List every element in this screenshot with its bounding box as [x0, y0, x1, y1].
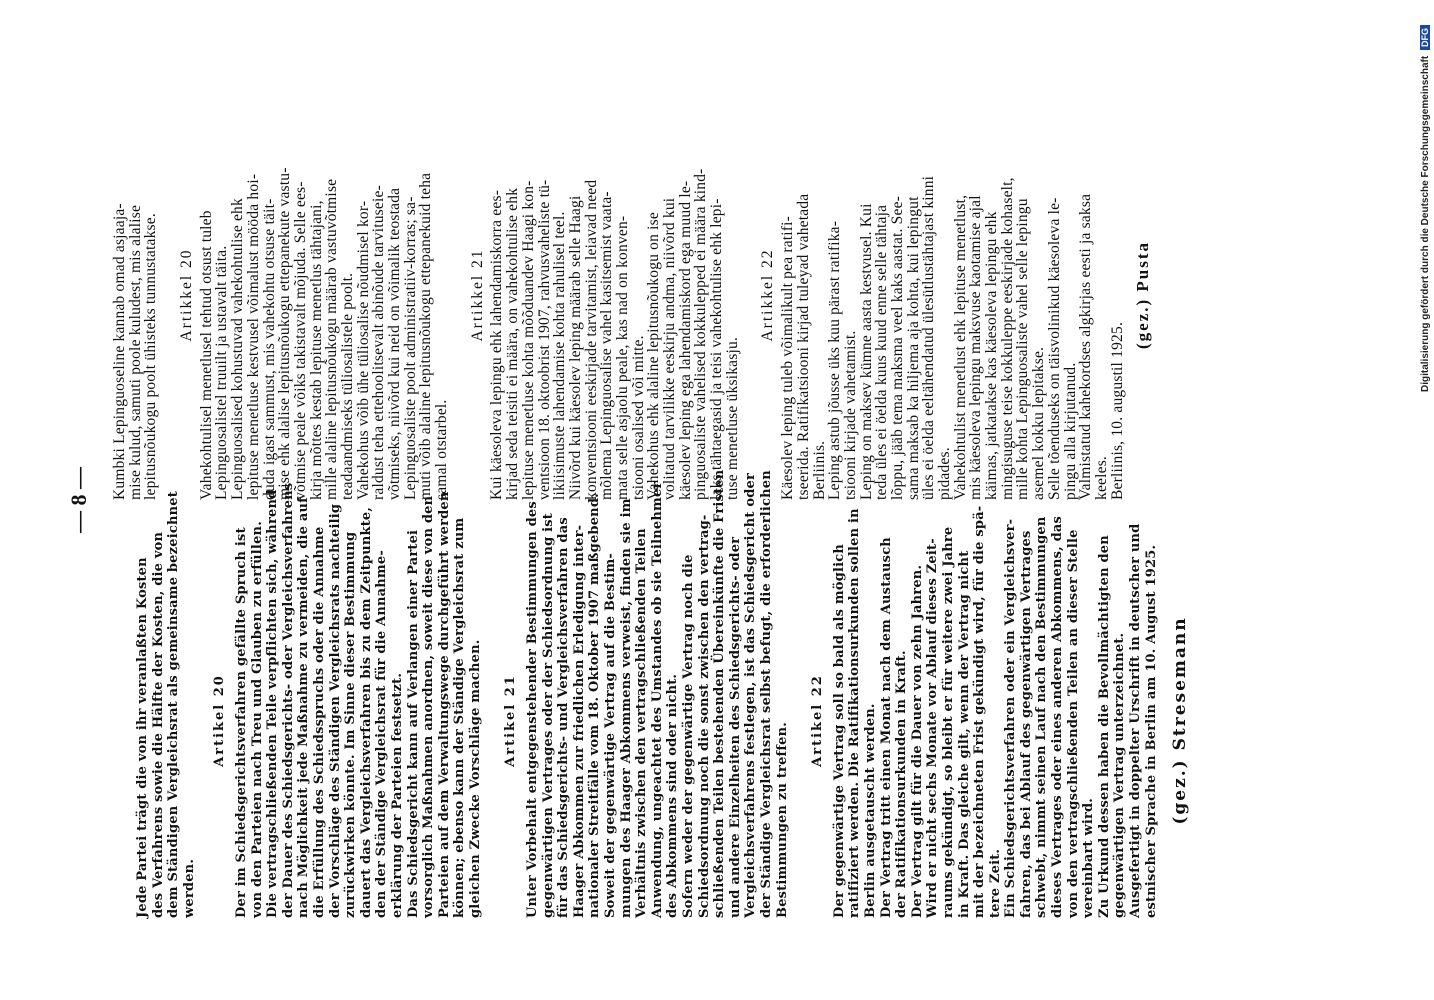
text-line: Anwendung, ungeachtet des Umstandes ob sie Teilnehmer — [649, 481, 665, 918]
estonian-signature: (gez.) Pusta — [1133, 240, 1153, 350]
text-line: teda üles ei öelda kuus kuud enne selle tähtaja — [873, 204, 891, 500]
text-line: Der Vertrag tritt einen Monat nach dem Austausch — [878, 537, 894, 918]
german-article-22-text — [831, 505, 1159, 918]
text-line: den der Ständige Vergleichsrat für die Annahme- — [374, 550, 390, 918]
text-line: Kui käesoleva lepingu ehk lahendamiskorra ees- — [488, 189, 506, 500]
text-line: Wird er nicht sechs Monate vor Ablauf dieses Zeit- — [925, 538, 941, 918]
german-article-21-heading: Artikel 21 — [503, 674, 519, 767]
text-line: pinguosaliste vahelised kokkulepped ei määra kind- — [692, 168, 710, 500]
text-line: nationaler Streitfälle vom 18. Oktober 1907 maßgebend. — [587, 493, 603, 918]
text-line: võtmiseks, niivõrd kui neid on võimalik teostada — [386, 187, 404, 500]
text-line: Lepinguosaliste poolt administratiiv-korras; sa- — [401, 196, 419, 500]
text-line: raums gekündigt, so bleibt er für weitere zwei Jahre — [940, 526, 956, 918]
text-line: die Erfüllung des Schiedsspruchs oder die Annahme — [311, 526, 327, 918]
text-line: fahren, das bei Ablauf des gegenwärtigen Vertrages — [1018, 530, 1034, 918]
text-line: pidades. — [936, 447, 954, 500]
german-cost-paragraph — [135, 491, 197, 918]
digitization-note — [1420, 6, 1431, 392]
text-line: Lepinguosalised kohustuvad vahekohtulise ehk — [229, 198, 247, 500]
text-line: duda igast sammust, mis vahekohtu otsuse täit- — [260, 198, 278, 500]
text-line: dem Ständigen Vergleichsrat als gemeinsame bezeichnet — [166, 491, 182, 918]
text-line: kirja mõttes kestab lepituse menetlus tähtajani, — [307, 200, 325, 500]
text-line: Unter Vorbehalt entgegenstehender Bestimmungen des — [525, 501, 541, 918]
text-line: mata selle asjaolu peale, kas nad on konven- — [613, 215, 631, 500]
text-line: in Kraft. Das gleiche gilt, wenn der Vertrag nicht — [956, 550, 972, 918]
text-line: tsiooni osalised või mitte. — [629, 335, 647, 500]
estonian-article-21-text — [489, 90, 740, 500]
text-line: mise kulud, samuti poole kuludest, mis alalise — [126, 204, 144, 500]
text-line: Sofern weder der gegenwärtige Vertrag noch die — [681, 554, 696, 918]
text-line: Lepinguosalistel truuilt ja ustavalt täita. — [213, 245, 231, 500]
text-line: Vahekohtulist menetlust ehk lepituse menetlust, — [951, 194, 969, 500]
text-line: Der im Schiedsgerichtsverfahren gefällte Spruch ist — [233, 527, 249, 918]
text-line: Vergleichsverfahrens festlegen, ist das Schiedsgericht oder — [743, 472, 759, 918]
text-line: Vahekohus ehk alaline lepitusnõukogu on ise — [645, 212, 663, 500]
text-line: Leping astub jõusse üks kuu pärast ratifika- — [826, 220, 844, 500]
text-line: tuse menetluse üksikasju. — [723, 337, 741, 500]
text-line: Valmistatud kahekordses algkirjas eesti ja saksa — [1077, 193, 1095, 500]
text-line: gegenwärtigen Vertrages oder der Schiedsordnung ist — [540, 513, 556, 918]
text-line: nach Möglichkeit jede Maßnahme zu vermeiden, die auf — [296, 497, 312, 918]
text-line: dauert das Vergleichsverfahren bis zu dem Zeitpunkte, — [358, 506, 374, 918]
text-line: gegenwärtigen Vertrag unterzeichnet. — [1112, 632, 1128, 918]
text-line: und andere Einzelheiten des Schiedsgerichts- oder — [727, 536, 743, 918]
text-line: Parteien auf dem Verwaltungswege durchgeführt werden — [436, 491, 452, 918]
estonian-column — [112, 90, 1151, 500]
text-line: volitatud tarvilikke eeskirju andma, niivõrd kui — [661, 197, 679, 500]
text-line: tere Zeit. — [987, 848, 1003, 918]
text-line: Käesolev leping tuleb võimalikult pea ratifi- — [779, 215, 797, 500]
estonian-article-22-text — [780, 90, 1125, 500]
text-line: des Abkommens sind oder nicht. — [665, 673, 681, 918]
text-line: des Verfahrens sowie die Hälfte der Kosten, die von — [150, 531, 166, 918]
text-line: lepituse menetluse kestvusel võimalust mööda hoi- — [244, 173, 262, 500]
text-line: ratifiziert werden. Die Ratifikationsurkunden sollen in — [847, 508, 863, 918]
text-line: Vahekohus võib ühe tüliosalise nõudmisel kor- — [354, 200, 372, 500]
estonian-article-20-heading: Artikkel 20 — [178, 248, 196, 342]
text-line: schließenden Teilen bestehenden Übereinkünfte die Fristen — [712, 469, 728, 918]
text-line: keeles. — [1092, 455, 1110, 500]
text-line: Leping on maksev kümne aasta kestvusel. Kui — [857, 203, 875, 500]
text-line: kirjad seda teisiti ei määra, on vahekohtulise ehk — [504, 187, 522, 500]
text-line: Ausgefertigt in doppelter Urschrift in deutscher und — [1128, 523, 1144, 918]
german-article-22-heading: Artikel 22 — [810, 674, 826, 767]
text-line: von den vertragschließenden Teilen an dieser Stelle — [1065, 529, 1081, 918]
text-line: käesolev leping ega lahendamiskord ega muud le- — [676, 180, 694, 500]
text-line: üles ei öelda eeltähendatud ülesütlustähtajast kinni — [920, 175, 938, 500]
text-line: mungen des Haager Abkommens verweist, finden sie im — [618, 498, 634, 918]
text-line: Das Schiedsgericht kann auf Verlangen einer Partei — [405, 529, 421, 918]
text-line: ventsioon 18. oktoobrist 1907, rahvusvaheliste tü- — [535, 179, 553, 500]
estonian-article-22-heading: Artikkel 22 — [759, 248, 777, 342]
text-line: mit der bezeichneten Frist gekündigt wird, für die spä- — [972, 505, 988, 918]
text-line: samal otstarbel. — [433, 399, 451, 500]
text-line: Die vertragschließenden Teile verpflichten sich, während — [265, 489, 281, 918]
text-line: der Dauer des Schiedsgerichts- oder Vergleichsverfahrens — [280, 482, 296, 918]
text-line: der Ständige Vergleichsrat selbst befugt, die erforderlichen — [758, 470, 774, 918]
german-article-20-text — [233, 482, 484, 918]
text-line: mille kohta Lepinguosaliste vahel selle lepingu — [1014, 198, 1032, 500]
text-line: Selle tõenduseks on täisvolinikud käesoleva le- — [1045, 197, 1063, 500]
text-line: erklärung der Parteien festsetzt. — [389, 672, 405, 918]
dfg-logo: DFG — [1420, 25, 1430, 50]
text-line: vereinbart wird. — [1081, 797, 1097, 918]
text-line: teadaandmiseks tüliosalistele poolt. — [338, 272, 356, 500]
text-line: dieses Vertrages oder eines anderen Abkommens, das — [1050, 515, 1066, 918]
text-line: estnischer Sprache in Berlin am 10. August 1925. — [1143, 544, 1159, 918]
text-line: gleichen Zwecke Vorschläge machen. — [467, 639, 483, 918]
text-line: Der Vertrag gilt für die Dauer von zehn Jahren. — [909, 564, 925, 918]
text-line: käimas, jatkatakse kas käesoleva lepingu ehk — [983, 211, 1001, 500]
text-line: Verhältnis zwischen den vertragschließenden Teilen — [634, 528, 650, 918]
estonian-article-20-text — [199, 90, 450, 500]
text-line: zurückwirken könnte. Im Sinne dieser Bestimmung — [343, 531, 359, 918]
text-line: asemel kokku lepitakse. — [1030, 346, 1048, 500]
text-line: Vahekohtulisel menetlusel tehtud otsust tuleb — [197, 210, 215, 500]
text-line: schwebt, nimmt seinen Lauf nach den Bestimmungen — [1034, 516, 1050, 918]
text-line: sama maksab ka hiljema aja kohta, kui lepingut — [904, 196, 922, 500]
text-line: raldust teha ettehoolitsevalt abinõude tarvituseie- — [370, 185, 388, 500]
page-number: — 8 — — [66, 467, 91, 533]
text-line: likiisimuste lahendamise kohta rahulisel teel. — [551, 211, 569, 500]
text-line: lepitusnõukogu poolt ühisteks tunnustatakse. — [142, 213, 160, 500]
text-line: pingu alla kirjutanud. — [1061, 362, 1079, 500]
text-line: laks tähtaegasid ja teisi vahekohtulise ehk lepi- — [708, 198, 726, 500]
estonian-article-21-heading: Artikkel 21 — [468, 248, 486, 342]
text-line: der Vorschläge des Ständigen Vergleichsrats nachteilig — [327, 503, 343, 918]
german-article-21-text — [525, 469, 790, 918]
text-line: mõlema Lepinguosalise vahel kasitsemist vaata- — [598, 191, 616, 500]
text-line: Jede Partei trägt die von ihr veranlaßten Kosten — [135, 557, 150, 918]
text-line: mis käesoleva lepingu maksvuse kaotamise ajal — [967, 195, 985, 500]
text-line: der Ratifikationsurkunden in Kraft. — [894, 650, 910, 918]
text-line: Berliinis. — [810, 440, 828, 500]
text-line: Bestimmungen zu treffen. — [774, 722, 790, 918]
text-line: mille alaline lepitusnõukogu määrab vastuvõtmise — [323, 178, 341, 500]
german-signature: (gez.) Stresemann — [1170, 616, 1191, 825]
digitization-note-text: Digitalisierung gefördert durch die Deutsche Forschungsgemeinschaft — [1420, 55, 1431, 392]
text-line: mingisuguse teise kokkuleppe eeskirjade kohaselt, — [998, 177, 1016, 500]
text-line: Haager Abkommen zur friedlichen Erledigung inter- — [571, 524, 587, 918]
text-line: Schiedsordnung noch die sonst zwischen den vertrag- — [696, 514, 712, 918]
text-line: werden. — [181, 858, 197, 918]
text-line: muti võib alaline lepitusnõukogu ettepanekuid teha — [417, 172, 435, 500]
text-line: lõppu, jääb tema maksma veel kaks aastat. See- — [888, 195, 906, 500]
text-line: Berlin ausgetauscht werden. — [862, 703, 878, 918]
text-line: von den Parteien nach Treu und Glauben zu erfüllen. — [249, 521, 265, 918]
text-line: Soweit der gegenwärtige Vertrag auf die Bestim- — [603, 553, 619, 918]
text-line: mise ehk alalise lepitusnõukogu ettepanekute vastu- — [276, 167, 294, 500]
text-line: können; ebenso kann der Ständige Vergleichsrat zum — [452, 517, 468, 918]
text-line: tseerida. Ratifikatsiooni kirjad tuleyad vahetada — [794, 193, 812, 500]
text-line: für das Schiedsgerichts- und Vergleichsverfahren das — [556, 517, 572, 918]
german-article-20-heading: Artikel 20 — [212, 674, 228, 767]
text-line: Berliinis, 10. augustil 1925. — [1108, 321, 1126, 500]
text-line: lepituse menetluse kohta mõõduandev Haagi kon- — [519, 180, 537, 500]
text-line: Zu Urkund dessen haben die Bevollmächtigten den — [1096, 535, 1112, 918]
text-line: Niivõrd kui käesolev leping määrab selle Haagi — [566, 195, 584, 500]
text-line: võtmise peale võiks takistavalt mõjuda. Selle ees- — [291, 181, 309, 500]
text-line: tsiooni kirjade vahetamist. — [841, 330, 859, 500]
text-line: Ein Schiedsgerichtsverfahren oder ein Vergleichsver- — [1003, 518, 1019, 918]
text-line: konventsiooni eeskirjade tarvitamist, leiavad need — [582, 179, 600, 500]
text-line: vorsorglich Maßnahmen anordnen, soweit diese von den — [421, 495, 437, 918]
estonian-cost-paragraph — [112, 90, 159, 500]
text-line: Kumbki Lepinguoseline kannab omad asjaaja- — [111, 203, 128, 500]
text-line: Der gegenwärtige Vertrag soll so bald als möglich — [831, 543, 847, 918]
